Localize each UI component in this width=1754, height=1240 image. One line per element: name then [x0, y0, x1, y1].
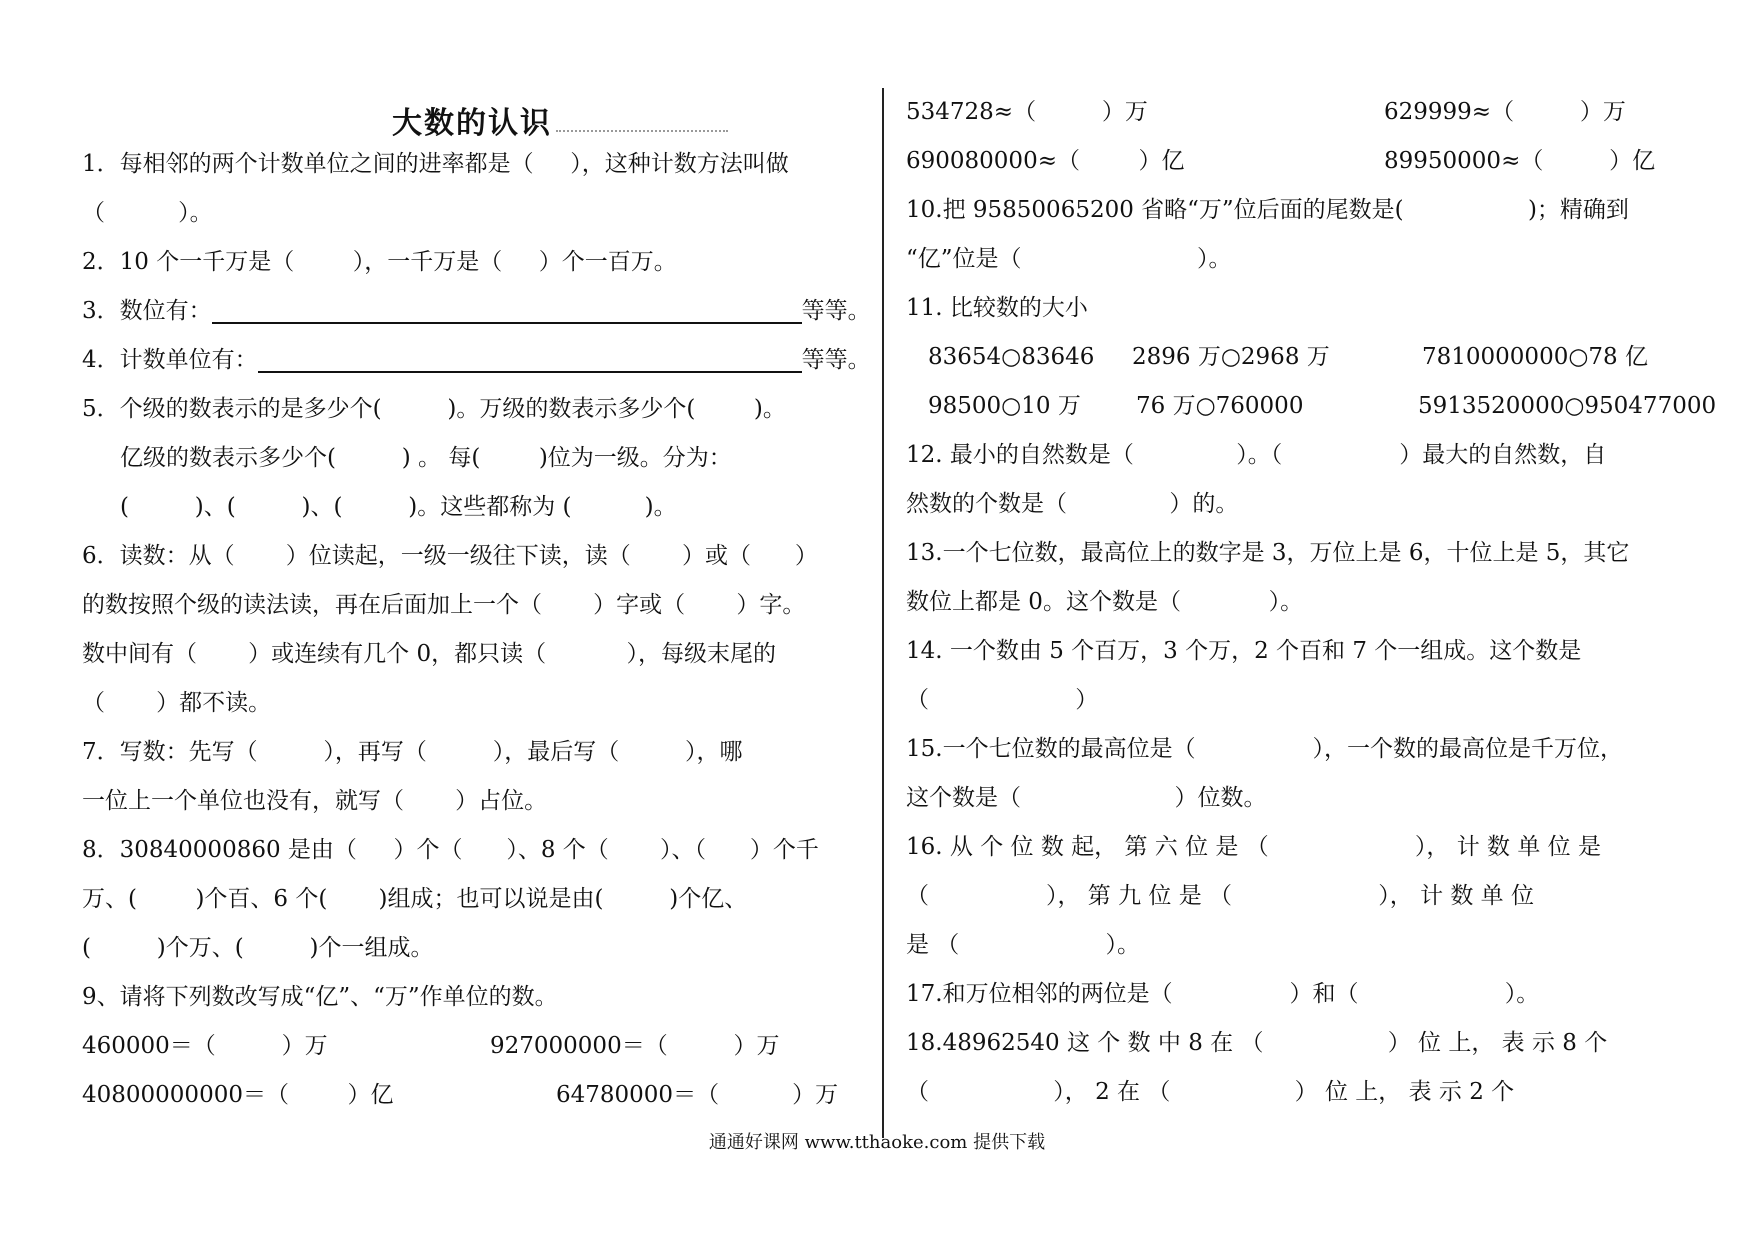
question-8-line-1: 8．30840000860 是由（ ）个（ ）、8 个（ ）、（ ）个千 — [82, 837, 819, 863]
question-5-line-2: 亿级的数表示多少个( ) 。 每( )位为一级。分为： — [120, 445, 732, 471]
question-9-row-1 — [82, 1022, 862, 1071]
question-16-line-1: 16. 从 个 位 数 起， 第 六 位 是 （ ）， 计 数 单 位 是 — [906, 834, 1601, 860]
question-18-line-1: 18.48962540 这 个 数 中 8 在 （ ） 位 上， 表 示 8 个 — [906, 1030, 1608, 1056]
question-6-line-3: 数中间有（ ）或连续有几个 0，都只读（ ），每级末尾的 — [82, 641, 777, 667]
question-16-line-3: 是 （ ）。 — [906, 932, 1141, 958]
question-15-line-2: 这个数是（ ）位数。 — [906, 785, 1267, 811]
question-16-line-2: （ ）， 第 九 位 是 （ ）， 计 数 单 位 — [906, 883, 1534, 909]
rounding-row-1 — [906, 88, 1686, 137]
question-3 — [82, 287, 871, 336]
question-12-line-1: 12. 最小的自然数是（ ）。（ ）最大的自然数，自 — [906, 442, 1607, 468]
question-15-line-1: 15.一个七位数的最高位是（ ），一个数的最高位是千万位， — [906, 736, 1624, 762]
question-1-line-1: 1．每相邻的两个计数单位之间的进率都是（ ），这种计数方法叫做 — [82, 151, 789, 177]
rounding-item-2: 629999≈（ ）万 — [1384, 99, 1626, 125]
question-9-row-2 — [82, 1071, 862, 1120]
question-4-label: 4．计数单位有： — [82, 347, 258, 373]
column-divider — [882, 88, 884, 1138]
question-3-label: 3．数位有： — [82, 298, 212, 324]
question-8-line-3: ( )个万、( )个一组成。 — [82, 935, 434, 961]
question-7-line-2: 一位上一个单位也没有，就写（ ）占位。 — [82, 788, 548, 814]
question-2: 2．10 个一千万是（ ），一千万是（ ）个一百万。 — [82, 249, 677, 275]
question-11: 11. 比较数的大小 — [906, 295, 1088, 321]
question-3-suffix: 等等。 — [801, 298, 871, 324]
compare-item-1: 83654○83646 — [928, 344, 1095, 370]
right-column — [906, 88, 1717, 1117]
question-6-line-1: 6．读数：从（ ）位读起，一级一级往下读，读（ ）或（ ） — [82, 543, 818, 569]
rounding-item-1: 534728≈（ ）万 — [906, 99, 1148, 125]
question-4-answer-line[interactable] — [258, 341, 802, 373]
question-10-line-1: 10.把 95850065200 省略“万”位后面的尾数是( )；精确到 — [906, 197, 1629, 223]
question-4-suffix: 等等。 — [801, 347, 871, 373]
title-row — [82, 88, 862, 140]
question-12-line-2: 然数的个数是（ ）的。 — [906, 491, 1239, 517]
question-5-line-1: 5．个级的数表示的是多少个( )。万级的数表示多少个( )。 — [82, 396, 786, 422]
question-3-answer-line[interactable] — [212, 292, 802, 324]
compare-item-4: 98500○10 万 — [928, 393, 1081, 419]
compare-item-2: 2896 万○2968 万 — [1132, 344, 1330, 370]
compare-row-1 — [906, 333, 1686, 382]
rounding-item-4: 89950000≈（ ）亿 — [1384, 148, 1656, 174]
question-6-line-4: （ ）都不读。 — [82, 690, 272, 716]
question-9-item-2: 927000000＝（ ）万 — [490, 1033, 780, 1059]
question-5-line-3: ( )、( )、( )。这些都称为 ( )。 — [120, 494, 677, 520]
question-9-item-1: 460000＝（ ）万 — [82, 1033, 328, 1059]
page-title: 大数的认识 — [392, 106, 552, 141]
rounding-row-2 — [906, 137, 1686, 186]
question-13-line-2: 数位上都是 0。这个数是（ ）。 — [906, 589, 1304, 615]
rounding-item-3: 690080000≈（ ）亿 — [906, 148, 1185, 174]
compare-item-5: 76 万○760000 — [1136, 393, 1304, 419]
question-8-line-2: 万、( )个百、6 个( )组成；也可以说是由( )个亿、 — [82, 886, 748, 912]
left-column — [82, 88, 871, 1120]
question-13-line-1: 13.一个七位数，最高位上的数字是 3，万位上是 6，十位上是 5，其它 — [906, 540, 1630, 566]
question-18-line-2: （ ）， 2 在 （ ） 位 上， 表 示 2 个 — [906, 1079, 1515, 1105]
question-9: 9、请将下列数改写成“亿”、“万”作单位的数。 — [82, 984, 558, 1010]
question-1-line-2: （ ）。 — [82, 200, 213, 226]
compare-item-6: 5913520000○950477000 — [1418, 393, 1717, 419]
question-9-item-4: 64780000＝（ ）万 — [556, 1082, 839, 1108]
question-9-item-3: 40800000000＝（ ）亿 — [82, 1082, 394, 1108]
question-14-line-2: （ ） — [906, 687, 1099, 713]
question-4 — [82, 336, 871, 385]
question-10-line-2: “亿”位是（ ）。 — [906, 246, 1232, 272]
question-17: 17.和万位相邻的两位是（ ）和（ ）。 — [906, 981, 1540, 1007]
question-7-line-1: 7．写数：先写（ ），再写（ ），最后写（ ），哪 — [82, 739, 743, 765]
compare-row-2 — [906, 382, 1717, 431]
compare-item-3: 7810000000○78 亿 — [1422, 344, 1648, 370]
title-dotted-leader — [556, 130, 728, 132]
question-6-line-2: 的数按照个级的读法读，再在后面加上一个（ ）字或（ ）字。 — [82, 592, 806, 618]
footer-credit: 通通好课网 www.tthaoke.com 提供下载 — [708, 1132, 1046, 1153]
question-14-line-1: 14. 一个数由 5 个百万，3 个万，2 个百和 7 个一组成。这个数是 — [906, 638, 1582, 664]
